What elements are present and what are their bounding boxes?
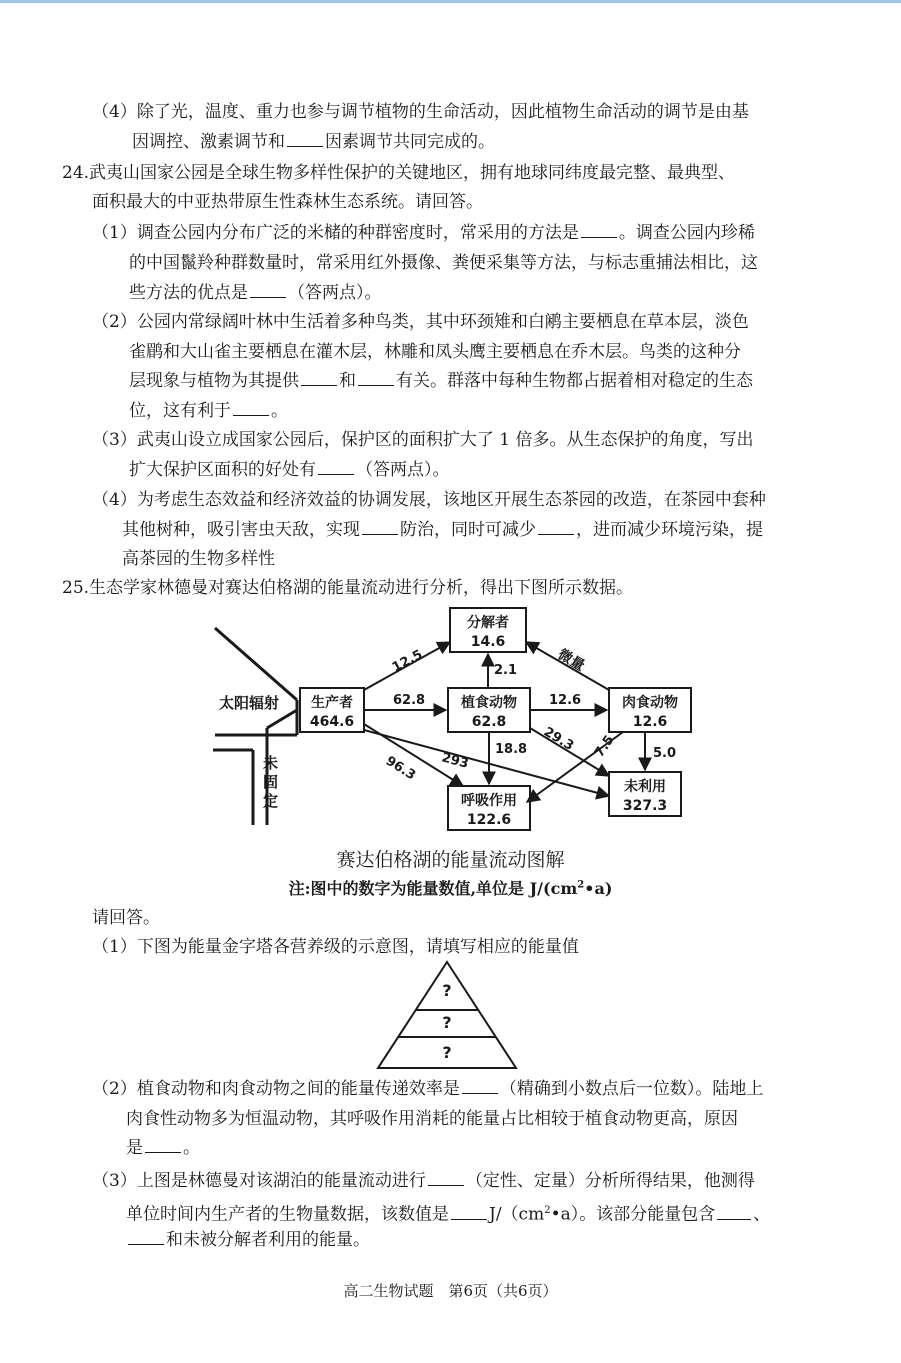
q24-stem-line2: 面积最大的中亚热带原生性森林生态系统。请回答。 <box>92 192 483 212</box>
q23-p4-line1: （4）除了光，温度、重力也参与调节植物的生命活动，因此植物生命活动的调节是由基 <box>92 102 749 122</box>
pyramid-bottom-level: ? <box>442 1043 452 1062</box>
answer-blank <box>233 401 269 416</box>
flow-label: 微量 <box>555 646 588 675</box>
answer-blank <box>428 1171 464 1186</box>
flow-label: 29.3 <box>540 724 577 754</box>
answer-blank <box>358 371 394 386</box>
q25-p2-line1: （2）植食动物和肉食动物之间的能量传递效率是 （精确到小数点后一位数）。陆地上 <box>92 1079 764 1099</box>
q24-p2-line3: 层现象与植物为其提供 和 有关。群落中每种生物都占据着相对稳定的生态 <box>129 371 753 391</box>
answer-blank <box>717 1205 751 1220</box>
energy-flow-diagram <box>205 600 705 840</box>
answer-blank <box>462 1079 498 1094</box>
unfixed-label: 定 <box>263 792 279 810</box>
q24-p3-line1: （3）武夷山设立成国家公园后，保护区的面积扩大了 1 倍多。从生态保护的角度，写出 <box>92 430 754 450</box>
answer-blank <box>145 1138 181 1153</box>
unfixed-line <box>267 710 297 728</box>
flow-label: 2.1 <box>494 663 518 678</box>
sun-ray-line <box>215 628 297 700</box>
unused-value: 327.3 <box>622 798 668 814</box>
answer-blank <box>538 520 574 535</box>
carnivore-value: 12.6 <box>632 714 668 730</box>
q24-p4-line1: （4）为考虑生态效益和经济效益的协调发展，该地区开展生态茶园的改造，在茶园中套种 <box>92 490 766 510</box>
decomposer-value: 14.6 <box>470 634 506 650</box>
answer-blank <box>250 283 286 298</box>
carnivore-name: 肉食动物 <box>622 695 678 711</box>
flow-label: 7.5 <box>591 732 618 761</box>
herbivore-name: 植食动物 <box>461 695 517 711</box>
flow-label: 5.0 <box>653 746 677 761</box>
q24-p1-line1: （1）调查公园内分布广泛的米槠的种群密度时，常采用的方法是 。调查公园内珍稀 <box>92 223 755 243</box>
page-top-border <box>0 0 901 3</box>
flow-label: 12.5 <box>389 647 426 676</box>
answer-blank <box>318 460 354 475</box>
answer-blank <box>287 132 323 147</box>
q25-p2-line3: 是 。 <box>126 1138 200 1158</box>
flow-label: 12.6 <box>549 693 582 708</box>
q25-p2-line2: 肉食性动物多为恒温动物，其呼吸作用消耗的能量占比相较于植食动物更高，原因 <box>126 1109 738 1129</box>
unused-name: 未利用 <box>624 779 666 795</box>
respiration-value: 122.6 <box>466 812 512 828</box>
q24-p4-line2: 其他树种，吸引害虫天敌，实现 防治，同时可减少 ，进而减少环境污染，提 <box>122 520 763 540</box>
answer-blank <box>301 371 337 386</box>
q24-p2-line2: 雀鹛和大山雀主要栖息在灌木层，林雕和凤头鹰主要栖息在乔木层。鸟类的这种分 <box>129 342 741 362</box>
flow-label: 18.8 <box>495 742 528 757</box>
q24-stem-line1: 24.武夷山国家公园是全球生物多样性保护的关键地区，拥有地球同纬度最完整、最典型、 <box>62 163 736 183</box>
page-footer: 高二生物试题 第6页（共6页） <box>343 1282 558 1300</box>
pyramid-middle-level: ? <box>442 1013 452 1032</box>
unfixed-label: 未 <box>263 754 279 772</box>
answer-blank <box>451 1205 487 1220</box>
flow-label: 62.8 <box>393 693 426 708</box>
flow-label: 293 <box>439 750 471 772</box>
q24-p2-line1: （2）公园内常绿阔叶林中生活着多种鸟类，其中环颈雉和白鹇主要栖息在草本层，淡色 <box>92 312 749 332</box>
energy-pyramid <box>374 958 520 1072</box>
q24-p3-line2: 扩大保护区面积的好处有 （答两点）。 <box>129 460 450 480</box>
q25-p3-line2: 单位时间内生产者的生物量数据，该数值是 $J/(cm^2•a)$。该部分能量包含 、 <box>126 1204 771 1225</box>
producer-value: 464.6 <box>309 714 355 730</box>
unfixed-label: 固 <box>263 773 279 791</box>
herbivore-value: 62.8 <box>471 714 507 730</box>
flow-label: 96.3 <box>382 753 419 784</box>
q24-p1-line3: 些方法的优点是 （答两点）。 <box>129 283 382 303</box>
decomposer-name: 分解者 <box>467 615 509 631</box>
diagram-title: 赛达伯格湖的能量流动图解 <box>336 849 565 871</box>
sun-label: 太阳辐射 <box>219 694 280 712</box>
pyramid-top-level: ? <box>442 981 452 1000</box>
producer-name: 生产者 <box>311 695 353 711</box>
q25-stem: 25.生态学家林德曼对赛达伯格湖的能量流动进行分析，得出下图所示数据。 <box>62 578 634 598</box>
q25-p1: （1）下图为能量金字塔各营养级的示意图，请填写相应的能量值 <box>92 937 579 957</box>
q25-ask: 请回答。 <box>92 908 160 928</box>
q24-p2-line4: 位，这有利于 。 <box>129 401 288 421</box>
answer-blank <box>128 1230 164 1245</box>
q24-p1-line2: 的中国鬣羚种群数量时，常采用红外摄像、粪便采集等方法，与标志重捕法相比，这 <box>129 253 758 273</box>
q25-p3-line1: （3）上图是林德曼对该湖泊的能量流动进行 （定性、定量）分析所得结果，他测得 <box>92 1171 755 1191</box>
respiration-name: 呼吸作用 <box>461 793 517 809</box>
q24-p4-line3: 高茶园的生物多样性 <box>122 549 275 569</box>
diagram-note: 注:图中的数字为能量数值,单位是 $J/(cm^2•a)$ <box>288 879 613 898</box>
answer-blank <box>581 223 617 238</box>
q25-p3-line3: 和未被分解者利用的能量。 <box>126 1229 370 1251</box>
q23-p4-line2: 因调控、激素调节和 因素调节共同完成的。 <box>132 132 495 152</box>
answer-blank <box>362 520 398 535</box>
